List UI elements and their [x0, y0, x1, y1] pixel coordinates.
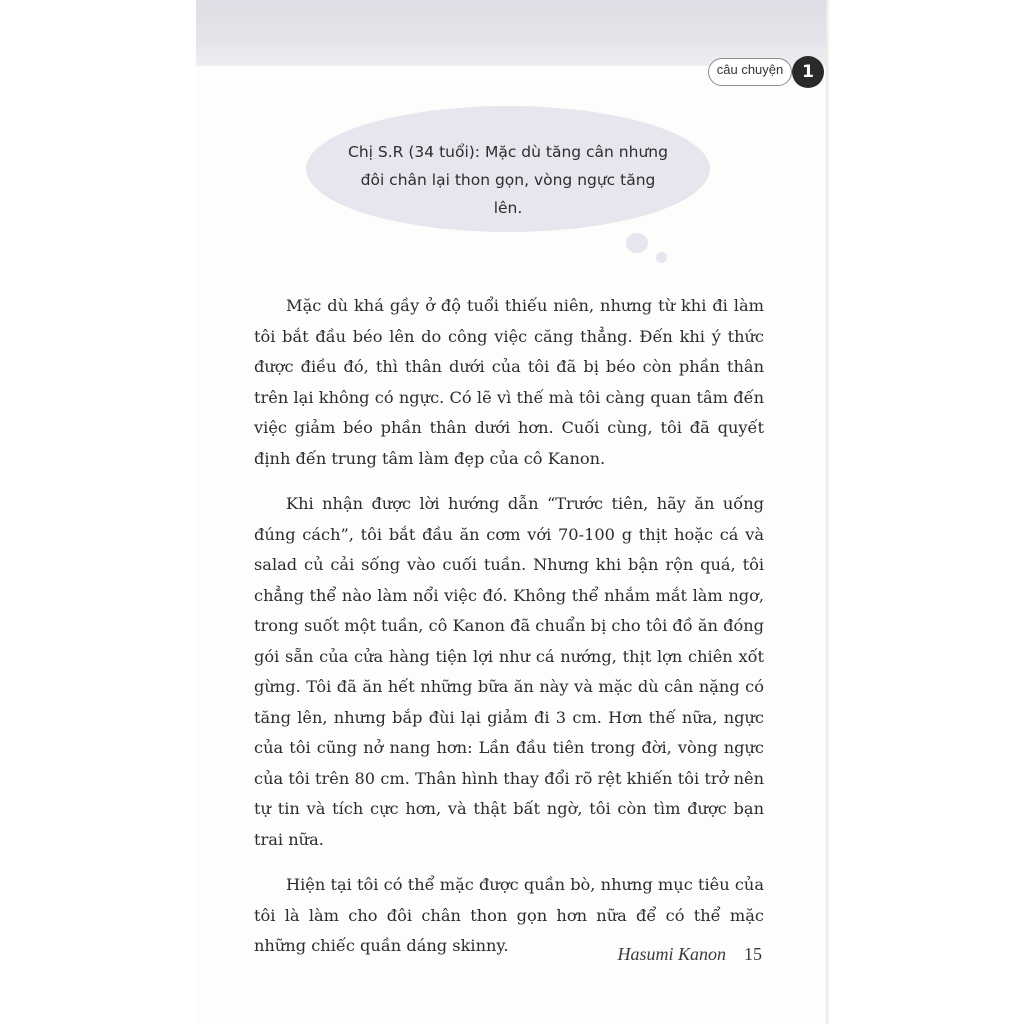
page-number: 15 [744, 944, 762, 964]
chapter-tag [708, 58, 792, 86]
bubble-quote: Chị S.R (34 tuổi): Mặc dù tăng cân nhưng đôi chân lại thon gọn, vòng ngực tăng lên. [348, 143, 668, 217]
bubble-dot-small [656, 252, 667, 263]
page-edge [826, 0, 830, 1024]
footer-author: Hasumi Kanon [617, 944, 726, 964]
chapter-number-badge: 1 [792, 56, 824, 88]
paragraph: Khi nhận được lời hướng dẫn “Trước tiên, hãy ăn uống đúng cách”, tôi bắt đầu ăn cơm với 70-100 g thịt hoặc cá và salad củ cải sống vào cuối tuần. Nhưng khi bận rộn quá, tôi chẳng thể nào làm nổi việc đó. Không thể nhắm mắt làm ngơ, trong suốt một tuần, cô Kanon đã chuẩn bị cho tôi đồ ăn đóng gói sẵn của cửa hàng tiện lợi như cá nướng, thịt lợn chiên xốt gừng. Tôi đã ăn hết những bữa ăn này và mặc dù cân nặng có tăng lên, nhưng bắp đùi lại giảm đi 3 cm. Hơn thế nữa, ngực của tôi cũng nở nang hơn: Lần đầu tiên trong đời, vòng ngực của tôi trên 80 cm. Thân hình thay đổi rõ rệt khiến tôi trở nên tự tin và tích cực hơn, và thật bất ngờ, tôi còn tìm được bạn trai nữa. [254, 494, 764, 849]
paragraph: Mặc dù khá gầy ở độ tuổi thiếu niên, nhưng từ khi đi làm tôi bắt đầu béo lên do công việc căng thẳng. Đến khi ý thức được điều đó, thì thân dưới của tôi đã bị béo còn phần thân trên lại không có ngực. Có lẽ vì thế mà tôi càng quan tâm đến việc giảm béo phần thân dưới hơn. Cuối cùng, tôi đã quyết định đến trung tâm làm đẹp của cô Kanon. [254, 296, 764, 468]
paragraph: Hiện tại tôi có thể mặc được quần bò, nhưng mục tiêu của tôi là làm cho đôi chân thon gọn hơn nữa để có thể mặc những chiếc quần dáng skinny. [254, 875, 764, 955]
chapter-label: câu chuyện [716, 62, 784, 77]
bubble-dot-large [626, 233, 648, 253]
page-footer [617, 944, 762, 965]
header-band [196, 0, 828, 66]
body-text [254, 291, 764, 977]
book-page [196, 0, 828, 1024]
